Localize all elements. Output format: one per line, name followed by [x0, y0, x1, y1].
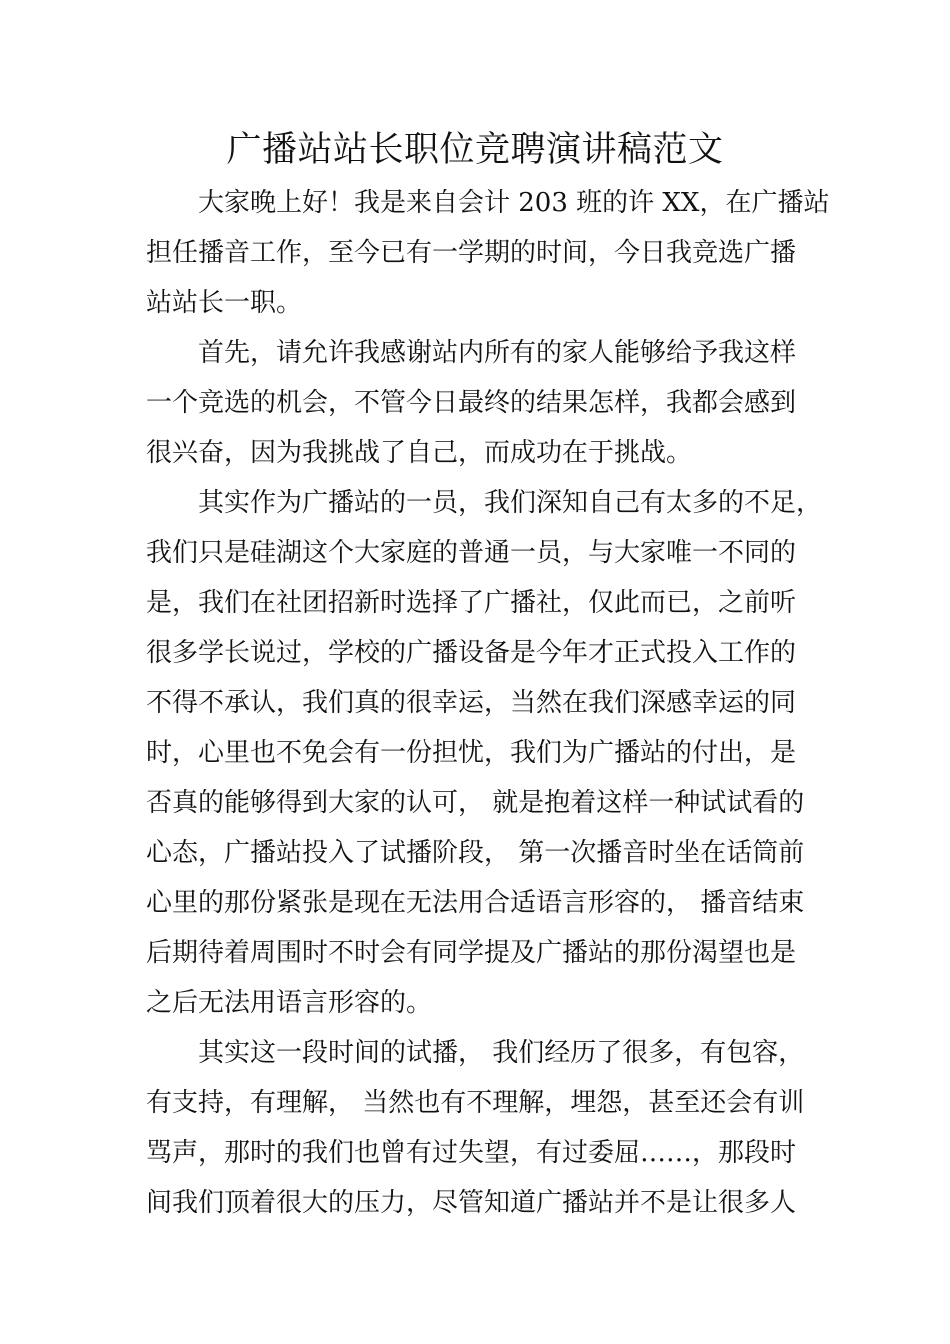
text-line: 很多学长说过，学校的广播设备是今年才正式投入工作的	[146, 638, 797, 668]
text-line: 我们只是硅湖这个大家庭的普通一员，与大家唯一不同的	[146, 538, 797, 568]
text-line: 后期待着周围时不时会有同学提及广播站的那份渴望也是	[146, 938, 797, 968]
text-line: 有支持，有理解， 当然也有不理解，埋怨，甚至还会有训	[146, 1088, 805, 1118]
text-line: 间我们顶着很大的压力，尽管知道广播站并不是让很多人	[146, 1188, 797, 1218]
text-line: 不得不承认，我们真的很幸运，当然在我们深感幸运的同	[146, 688, 797, 718]
text-line: 很兴奋，因为我挑战了自己，而成功在于挑战。	[146, 438, 693, 468]
paragraph-4	[146, 1028, 826, 1228]
text-line: 之后无法用语言形容的。	[146, 988, 433, 1018]
text-line: 其实作为广播站的一员，我们深知自己有太多的不足，	[198, 488, 823, 518]
text-line: 其实这一段时间的试播， 我们经历了很多，有包容，	[198, 1038, 805, 1068]
paragraph-3	[146, 478, 826, 1028]
text-line: 心态，广播站投入了试播阶段， 第一次播音时坐在话筒前	[146, 838, 805, 868]
text-line: 时，心里也不免会有一份担忧，我们为广播站的付出，是	[146, 738, 797, 768]
document-body	[146, 178, 830, 1228]
text-line: 首先，请允许我感谢站内所有的家人能够给予我这样	[198, 338, 797, 368]
text-line: 站站长一职。	[146, 288, 303, 318]
text-line: 否真的能够得到大家的认可， 就是抱着这样一种试试看的	[146, 788, 805, 818]
text-line: 是，我们在社团招新时选择了广播社，仅此而已，之前听	[146, 588, 797, 618]
paragraph-1	[146, 178, 830, 328]
paragraph-2	[146, 328, 826, 478]
document-title: 广播站站长职位竞聘演讲稿范文	[226, 130, 724, 170]
text-line: 大家晚上好！我是来自会计 203 班的许 XX，在广播站	[198, 188, 830, 218]
text-line: 一个竞选的机会，不管今日最终的结果怎样，我都会感到	[146, 388, 797, 418]
text-line: 心里的那份紧张是现在无法用合适语言形容的， 播音结束	[146, 888, 805, 918]
text-line: 担任播音工作，至今已有一学期的时间，今日我竞选广播	[146, 238, 797, 268]
text-line: 骂声，那时的我们也曾有过失望，有过委屈……，那段时	[146, 1138, 797, 1168]
